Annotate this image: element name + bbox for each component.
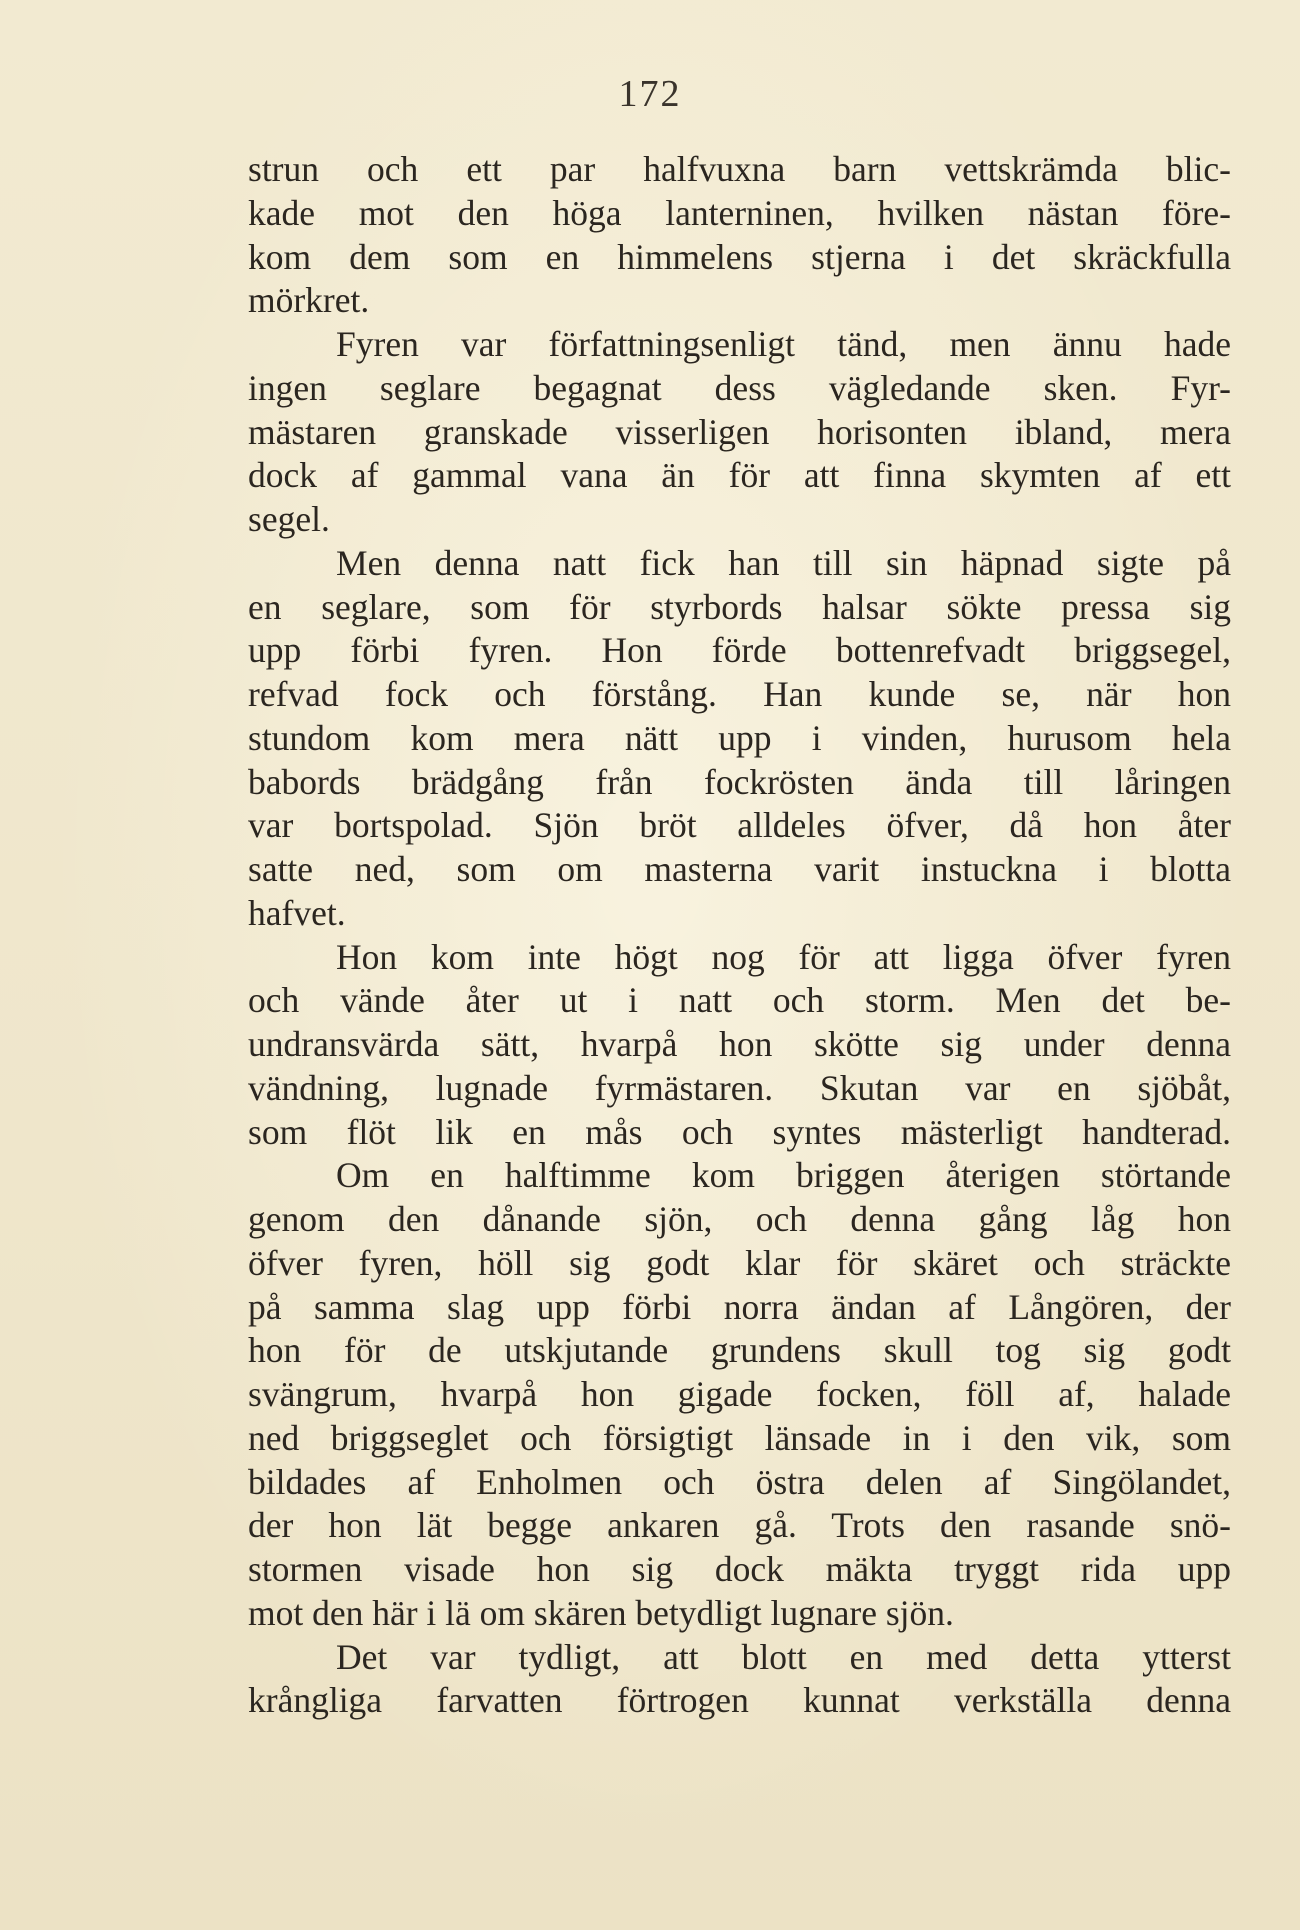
text-line: Fyren var författningsenligt tänd, men ännu hade bbox=[336, 324, 1231, 364]
text-line: kade mot den höga lanterninen, hvilken nästan före- bbox=[248, 192, 1231, 233]
text-line: var bortspolad. Sjön bröt alldeles öfver, då hon åter bbox=[248, 805, 1231, 846]
text-line: stundom kom mera nätt upp i vinden, hurusom hela bbox=[248, 717, 1231, 758]
text-line: bildades af Enholmen och östra delen af Singölandet, bbox=[248, 1461, 1231, 1502]
text-line: satte ned, som om masterna varit instuckna i blotta bbox=[248, 849, 1231, 889]
text-line: undransvärda sätt, hvarpå hon skötte sig under denna bbox=[248, 1024, 1231, 1064]
text-line: segel. bbox=[248, 499, 330, 539]
text-line: Men denna natt fick han till sin häpnad sigte på bbox=[336, 542, 1231, 583]
text-line: mot den här i lä om skären betydligt lugnare sjön. bbox=[248, 1592, 954, 1633]
page-number: 172 bbox=[618, 73, 682, 115]
text-line: som flöt lik en mås och syntes mästerligt handterad. bbox=[248, 1111, 1231, 1152]
text-line: hafvet. bbox=[248, 892, 346, 933]
text-line: krångliga farvatten förtrogen kunnat verkställa denna bbox=[248, 1680, 1231, 1721]
text-line: babords brädgång från fockrösten ända till låringen bbox=[248, 761, 1231, 802]
text-line: stormen visade hon sig dock mäkta tryggt rida upp bbox=[248, 1549, 1231, 1589]
text-line: der hon lät begge ankaren gå. Trots den rasande snö- bbox=[248, 1505, 1231, 1546]
text-line: upp förbi fyren. Hon förde bottenrefvadt briggsegel, bbox=[248, 630, 1231, 671]
body-text bbox=[248, 148, 1231, 1723]
text-line: vändning, lugnade fyrmästaren. Skutan var en sjöbåt, bbox=[248, 1067, 1231, 1108]
text-line: strun och ett par halfvuxna barn vettskrämda blic- bbox=[248, 149, 1231, 189]
text-line: Om en halftimme kom briggen återigen störtande bbox=[336, 1155, 1231, 1196]
text-line: öfver fyren, höll sig godt klar för skäret och sträckte bbox=[248, 1242, 1231, 1283]
text-line: Hon kom inte högt nog för att ligga öfver fyren bbox=[336, 936, 1231, 977]
text-line: mästaren granskade visserligen horisonten ibland, mera bbox=[248, 411, 1231, 452]
text-line: och vände åter ut i natt och storm. Men det be- bbox=[248, 980, 1231, 1021]
text-line: kom dem som en himmelens stjerna i det skräckfulla bbox=[248, 236, 1231, 277]
text-line: hon för de utskjutande grundens skull tog sig godt bbox=[248, 1330, 1231, 1371]
text-line: svängrum, hvarpå hon gigade focken, föll af, halade bbox=[248, 1374, 1231, 1414]
text-line: Det var tydligt, att blott en med detta ytterst bbox=[336, 1636, 1231, 1677]
text-line: mörkret. bbox=[248, 280, 370, 321]
text-line: på samma slag upp förbi norra ändan af Långören, der bbox=[248, 1286, 1231, 1327]
text-line: ingen seglare begagnat dess vägledande sken. Fyr- bbox=[248, 367, 1231, 408]
text-line: en seglare, som för styrbords halsar sökte pressa sig bbox=[248, 586, 1231, 627]
text-line: ned briggseglet och försigtigt länsade in i den vik, som bbox=[248, 1417, 1231, 1458]
text-line: refvad fock och förstång. Han kunde se, när hon bbox=[248, 674, 1231, 714]
text-line: dock af gammal vana än för att finna skymten af ett bbox=[248, 455, 1231, 496]
text-line: genom den dånande sjön, och denna gång låg hon bbox=[248, 1199, 1231, 1239]
